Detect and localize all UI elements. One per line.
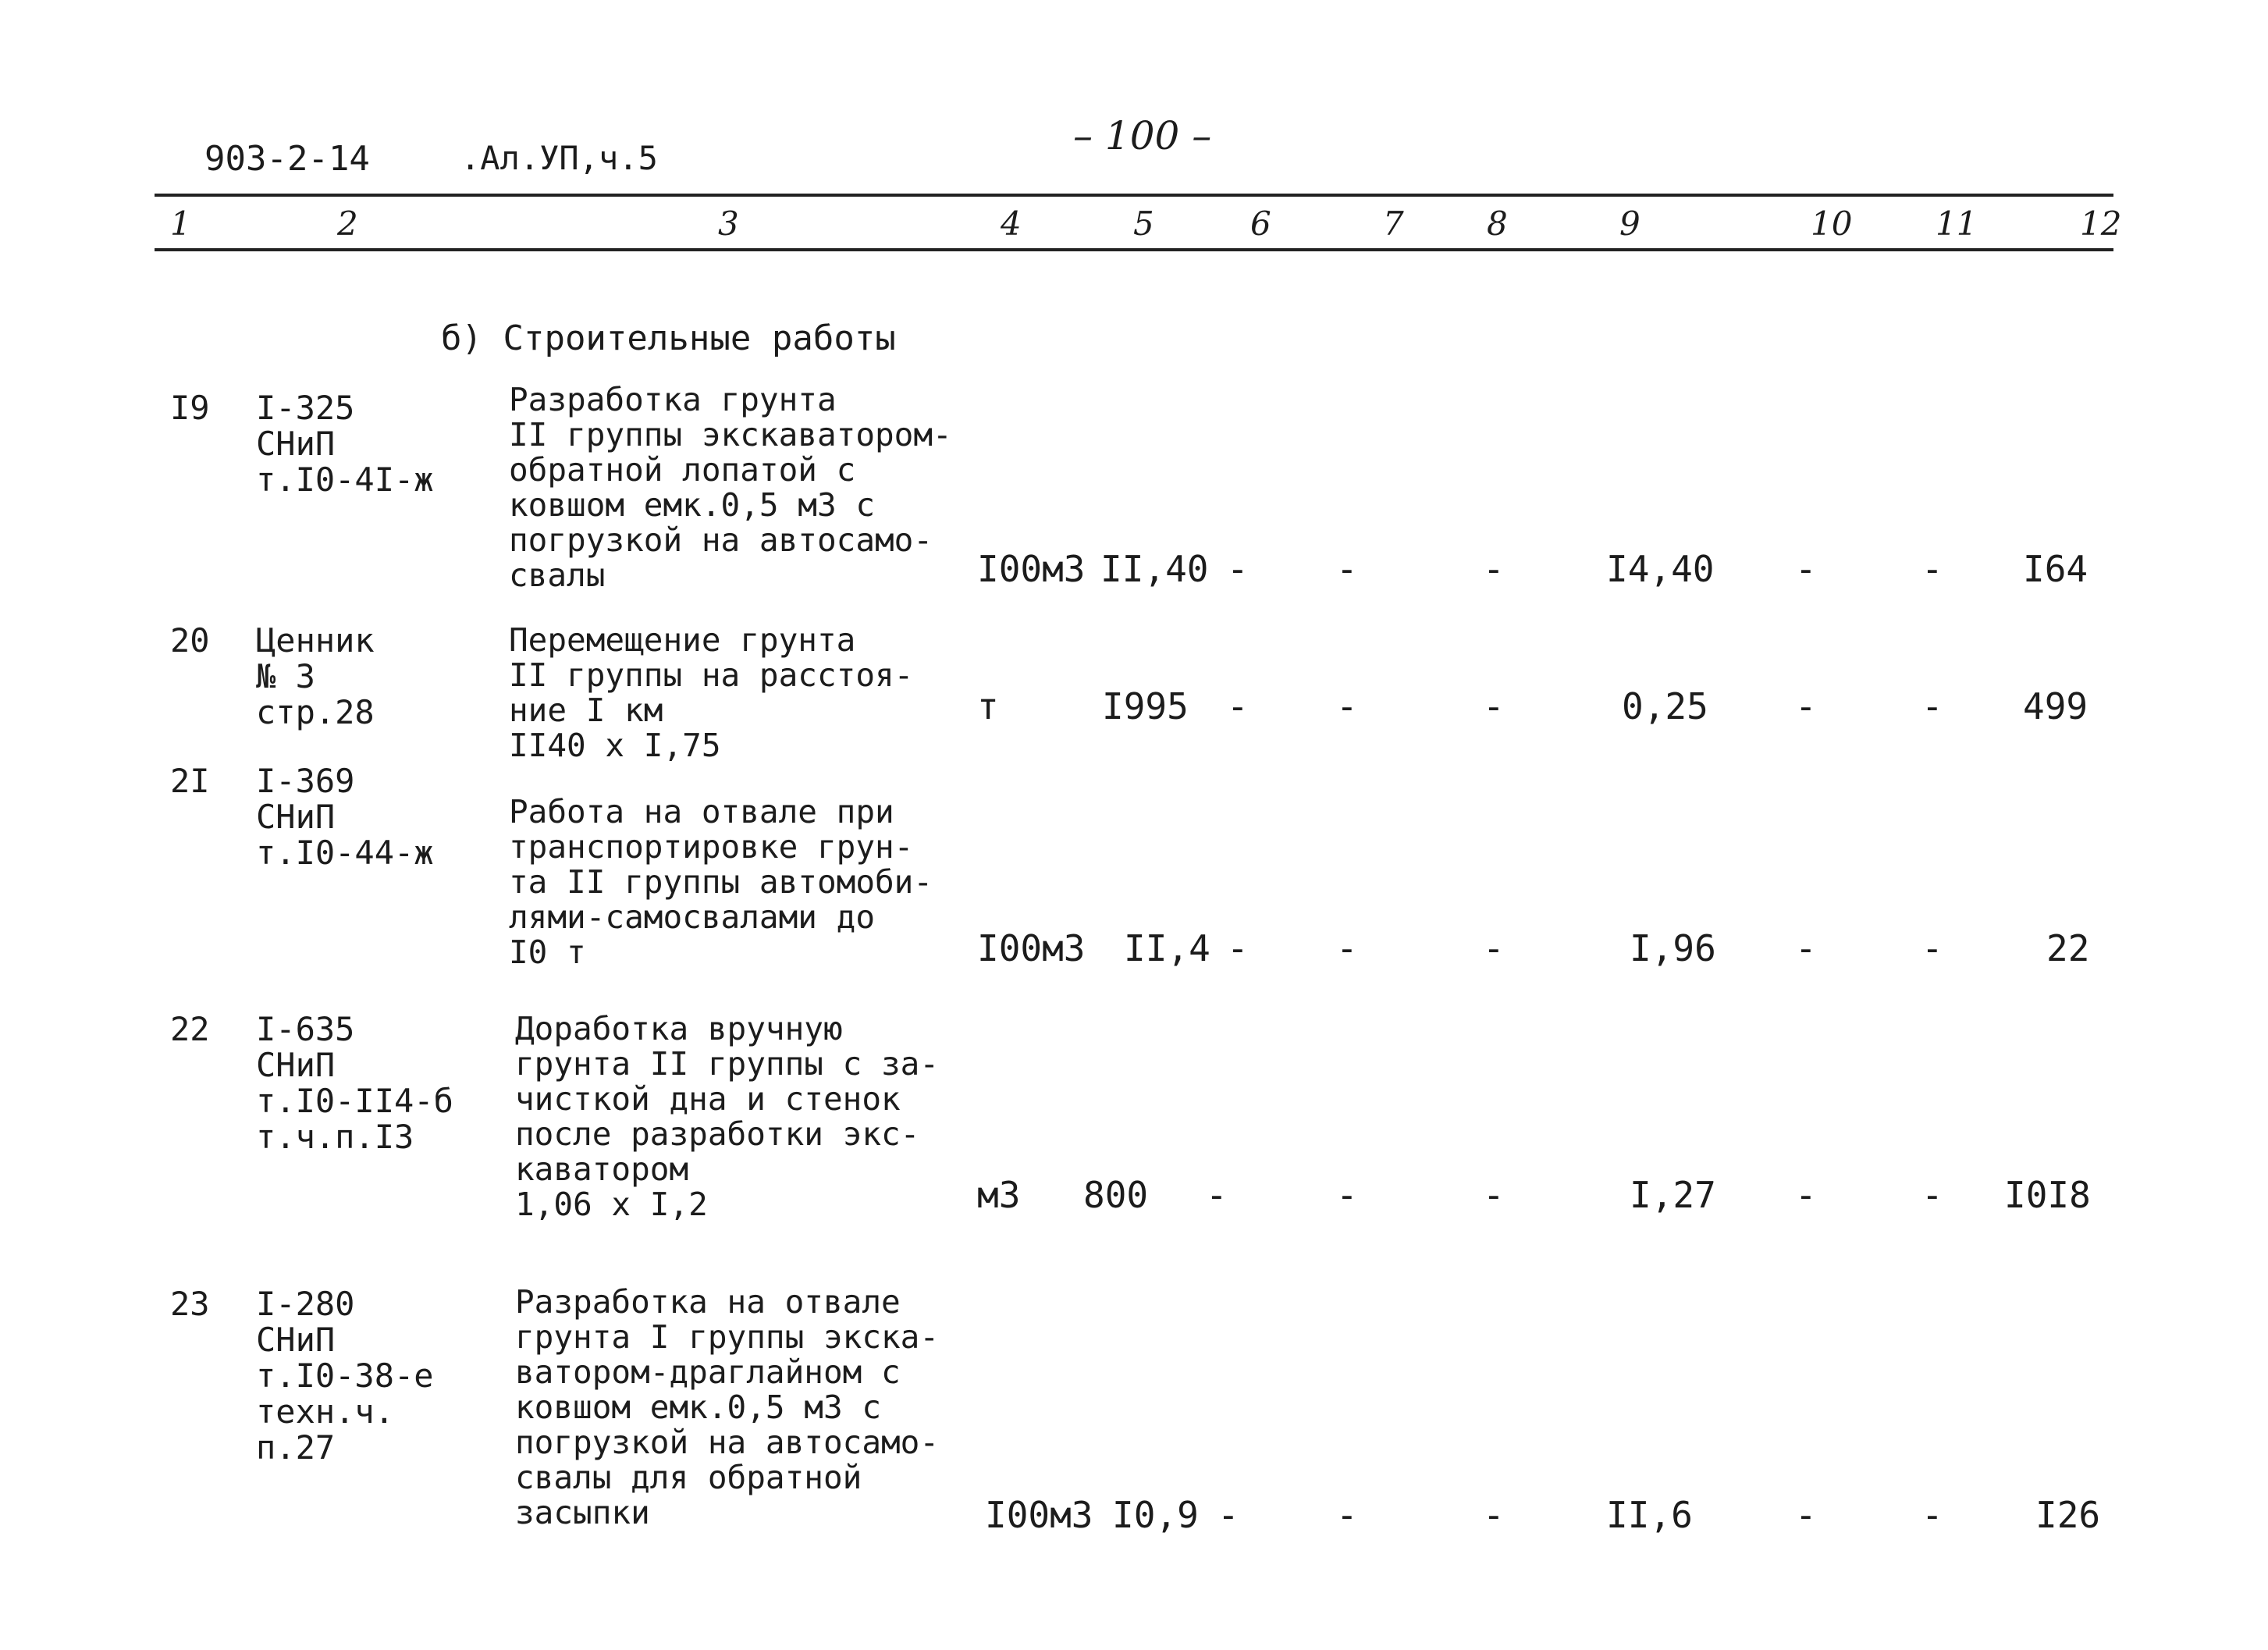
row-22-code: I-635 СНиП т.I0-II4-б т.ч.п.I3 [256,1010,453,1156]
document-code: 903-2-14 [204,139,370,179]
row-22-quantity: 800 [1083,1174,1149,1216]
row-22-col9: I,27 [1630,1174,1716,1216]
row-21-col6: - [1227,927,1249,969]
column-number-8: 8 [1487,204,1508,243]
row-20-col8: - [1483,685,1505,727]
row-23-col9: II,6 [1606,1494,1693,1536]
row-20-col11: - [1921,685,1943,727]
table-top-rule [155,194,2113,197]
row-22-col8: - [1483,1174,1505,1216]
column-number-9: 9 [1619,204,1641,243]
row-19-col12: I64 [2023,548,2088,590]
row-23-number: 23 [170,1285,210,1323]
row-23-description: Разработка на отвале грунта I группы экска- ватором-драглайном с ковшом емк.0,5 м3 с погрузкой на автосамо- свалы для обратной засыпки [515,1283,940,1531]
row-22-col6: - [1206,1174,1228,1216]
column-number-5: 5 [1133,204,1154,243]
row-22-col11: - [1921,1174,1943,1216]
row-21-number: 2I [170,762,210,800]
row-19-description: Разработка грунта II группы экскаватором- обратной лопатой с ковшом емк.0,5 м3 с погрузкой на автосамо- свалы [509,381,952,594]
table-header-rule [155,248,2113,251]
row-21-col12: 22 [2046,927,2090,969]
row-19-col8: - [1483,548,1505,590]
row-20-description: Перемещение грунта II группы на расстоя- ние I км II40 х I,75 [509,621,914,764]
row-21-code: I-369 СНиП т.I0-44-ж [256,762,434,872]
row-20-col7: - [1336,685,1358,727]
row-20-col12: 499 [2023,685,2088,727]
row-19-col10: - [1795,548,1817,590]
row-23-col11: - [1921,1494,1943,1536]
row-23-quantity: I0,9 [1112,1494,1199,1536]
row-21-col10: - [1795,927,1817,969]
row-20-col6: - [1227,685,1249,727]
row-19-col11: - [1921,548,1943,590]
row-21-col7: - [1336,927,1358,969]
row-23-unit: I00м3 [985,1494,1093,1536]
row-23-col8: - [1483,1494,1505,1536]
row-21-unit: I00м3 [977,927,1086,969]
row-19-code: I-325 СНиП т.I0-4I-ж [256,389,434,499]
row-22-col10: - [1795,1174,1817,1216]
column-number-1: 1 [170,204,191,243]
row-20-col10: - [1795,685,1817,727]
column-number-4: 4 [1001,204,1022,243]
row-23-col7: - [1336,1494,1358,1536]
row-23-col6: - [1218,1494,1239,1536]
row-22-description: Доработка вручную грунта II группы с за- чисткой дна и стенок после разработки экс- каватором 1,06 х I,2 [515,1010,940,1223]
row-19-col6: - [1227,548,1249,590]
document-part: .Ал.УП,ч.5 [460,139,658,177]
row-21-description: Работа на отвале при транспортировке грун- та II группы автомоби- лями-самосвалами до I0 т [509,793,933,971]
row-21-col11: - [1921,927,1943,969]
column-number-2: 2 [337,204,358,243]
column-number-7: 7 [1383,204,1404,243]
row-21-col9: I,96 [1630,927,1716,969]
row-20-unit: т [977,685,999,727]
row-19-col7: - [1336,548,1358,590]
row-22-col12: I0I8 [2004,1174,2091,1216]
row-19-unit: I00м3 [977,548,1086,590]
row-20-number: 20 [170,621,210,660]
column-number-10: 10 [1811,204,1853,243]
row-19-quantity: II,40 [1100,548,1209,590]
column-number-6: 6 [1250,204,1271,243]
row-23-code: I-280 СНиП т.I0-38-е техн.ч. п.27 [256,1285,434,1467]
row-20-quantity: I995 [1102,685,1189,727]
page-number: – 100 – [1073,113,1212,158]
row-22-unit: м3 [977,1174,1021,1216]
row-23-col10: - [1795,1494,1817,1536]
row-21-quantity: II,4 [1124,927,1210,969]
column-number-12: 12 [2080,204,2122,243]
section-title: б) Строительные работы [441,318,896,358]
row-19-number: I9 [170,389,210,427]
column-number-3: 3 [718,204,739,243]
column-number-11: 11 [1936,204,1978,243]
row-19-col9: I4,40 [1606,548,1715,590]
row-23-col12: I26 [2035,1494,2101,1536]
row-20-code: Ценник № 3 стр.28 [256,621,375,731]
row-22-col7: - [1336,1174,1358,1216]
row-22-number: 22 [170,1010,210,1048]
row-21-col8: - [1483,927,1505,969]
row-20-col9: 0,25 [1622,685,1708,727]
